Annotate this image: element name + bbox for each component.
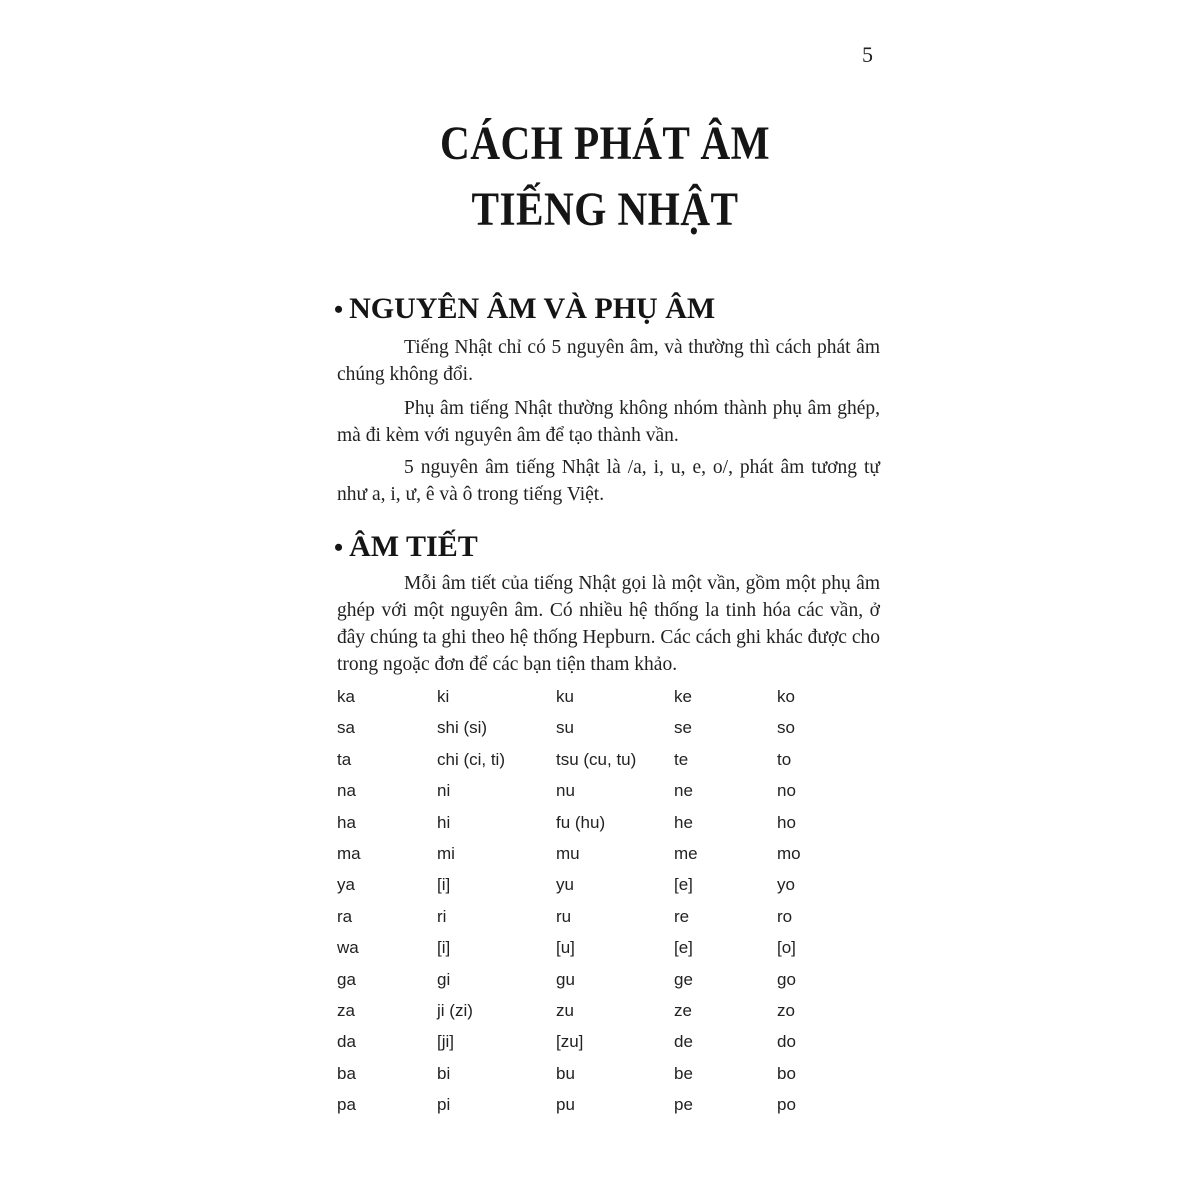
syllable-cell: ze xyxy=(674,1000,692,1020)
syllable-cell: [i] xyxy=(437,938,451,958)
syllable-cell: ni xyxy=(437,781,451,801)
syllable-cell: pi xyxy=(437,1095,451,1115)
syllable-cell: [i] xyxy=(437,875,451,895)
syllable-cell: wa xyxy=(337,938,359,958)
syllable-cell: ya xyxy=(337,875,355,895)
syllable-cell: ra xyxy=(337,906,353,926)
syllable-cell: bi xyxy=(437,1063,451,1083)
syllable-cell: ji (zi) xyxy=(437,1000,473,1020)
syllable-cell: ga xyxy=(337,969,356,989)
syllable-cell: su xyxy=(556,718,574,738)
syllable-row xyxy=(337,744,837,775)
syllable-cell: ku xyxy=(556,687,574,706)
syllable-cell: bu xyxy=(556,1063,575,1083)
syllable-cell: za xyxy=(337,1000,355,1020)
syllable-row xyxy=(337,775,837,806)
syllable-cell: [zu] xyxy=(556,1032,584,1052)
syllable-cell: sa xyxy=(337,718,355,738)
syllable-cell: shi (si) xyxy=(437,718,488,738)
syllable-cell: [u] xyxy=(556,938,575,958)
syllable-cell: so xyxy=(777,718,795,738)
paragraph: 5 nguyên âm tiếng Nhật là /a, i, u, e, o/, phát âm tương tự như a, i, ư, ê và ô trong tiếng Việt. xyxy=(337,457,880,505)
syllable-row xyxy=(337,1058,837,1089)
paragraph: Mỗi âm tiết của tiếng Nhật gọi là một vần, gồm một phụ âm ghép với một nguyên âm. Có nhiều hệ thống la tinh hóa các vần, ở đây chúng ta ghi theo hệ thống Hepburn. Các cách ghi khác được cho trong ngoặc đơn để các bạn tiện tham khảo. xyxy=(337,573,880,675)
syllable-cell: te xyxy=(674,749,689,769)
syllable-cell: mo xyxy=(777,843,801,863)
syllable-cell: to xyxy=(777,749,792,769)
syllable-cell: ko xyxy=(777,687,795,706)
syllable-cell: re xyxy=(674,906,690,926)
syllable-cell: ha xyxy=(337,812,356,832)
syllable-cell: gi xyxy=(437,969,451,989)
syllable-row xyxy=(337,1089,837,1120)
syllable-row xyxy=(337,932,837,963)
syllable-cell: zo xyxy=(777,1000,795,1020)
syllable-cell: na xyxy=(337,781,356,801)
page-number: 5 xyxy=(862,42,873,67)
syllable-cell: nu xyxy=(556,781,575,801)
syllable-cell: me xyxy=(674,843,698,863)
syllable-cell: ba xyxy=(337,1063,356,1083)
syllable-cell: ge xyxy=(674,969,693,989)
syllable-cell: mi xyxy=(437,843,455,863)
syllable-cell: po xyxy=(777,1095,796,1115)
syllable-cell: no xyxy=(777,781,796,801)
syllable-cell: bo xyxy=(777,1063,796,1083)
page-title-line-2: TIẾNG NHẬT xyxy=(471,183,739,236)
bullet-icon: • xyxy=(334,533,344,562)
syllable-table xyxy=(337,681,837,1120)
syllable-row xyxy=(337,995,837,1026)
syllable-cell: ta xyxy=(337,749,352,769)
syllable-cell: mu xyxy=(556,843,580,863)
syllable-cell: do xyxy=(777,1032,796,1052)
syllable-cell: ke xyxy=(674,687,692,706)
section-heading-syllables xyxy=(334,530,478,564)
syllable-cell: zu xyxy=(556,1000,574,1020)
syllable-cell: ri xyxy=(437,906,447,926)
syllable-cell: ki xyxy=(437,687,450,706)
syllable-cell: be xyxy=(674,1063,693,1083)
syllable-row xyxy=(337,1026,837,1057)
syllable-cell: chi (ci, ti) xyxy=(437,749,505,769)
syllable-row xyxy=(337,712,837,743)
syllable-cell: he xyxy=(674,812,693,832)
syllable-cell: de xyxy=(674,1032,693,1052)
syllable-cell: ru xyxy=(556,906,572,926)
syllable-cell: gu xyxy=(556,969,575,989)
page-title-line-1: CÁCH PHÁT ÂM xyxy=(439,117,771,170)
syllable-cell: fu (hu) xyxy=(556,812,606,832)
syllable-cell: pa xyxy=(337,1095,356,1115)
section-heading-vowels-consonants xyxy=(334,292,715,326)
paragraph: Phụ âm tiếng Nhật thường không nhóm thành phụ âm ghép, mà đi kèm với nguyên âm để tạo thành vần. xyxy=(337,398,880,446)
syllable-cell: ka xyxy=(337,687,355,706)
syllable-cell: pu xyxy=(556,1095,575,1115)
syllable-cell: yo xyxy=(777,875,795,895)
paragraph: Tiếng Nhật chỉ có 5 nguyên âm, và thường thì cách phát âm chúng không đổi. xyxy=(337,337,880,385)
syllable-cell: se xyxy=(674,718,692,738)
syllable-cell: hi xyxy=(437,812,451,832)
syllable-cell: ma xyxy=(337,843,361,863)
syllable-cell: [e] xyxy=(674,938,693,958)
syllable-row xyxy=(337,807,837,838)
syllable-cell: go xyxy=(777,969,796,989)
syllable-cell: [o] xyxy=(777,938,796,958)
section-heading-text: ÂM TIẾT xyxy=(349,530,478,563)
syllable-cell: ro xyxy=(777,906,793,926)
section-heading-text: NGUYÊN ÂM VÀ PHỤ ÂM xyxy=(349,292,716,325)
syllable-cell: yu xyxy=(556,875,574,895)
syllable-row xyxy=(337,681,837,712)
syllable-cell: [e] xyxy=(674,875,693,895)
syllable-row xyxy=(337,838,837,869)
syllable-cell: ho xyxy=(777,812,796,832)
syllable-cell: tsu (cu, tu) xyxy=(556,749,637,769)
syllable-row xyxy=(337,901,837,932)
syllable-row xyxy=(337,964,837,995)
syllable-cell: pe xyxy=(674,1095,693,1115)
syllable-cell: ne xyxy=(674,781,693,801)
syllable-row xyxy=(337,869,837,900)
syllable-cell: da xyxy=(337,1032,356,1052)
syllable-cell: [ji] xyxy=(437,1032,454,1052)
bullet-icon: • xyxy=(334,295,344,324)
